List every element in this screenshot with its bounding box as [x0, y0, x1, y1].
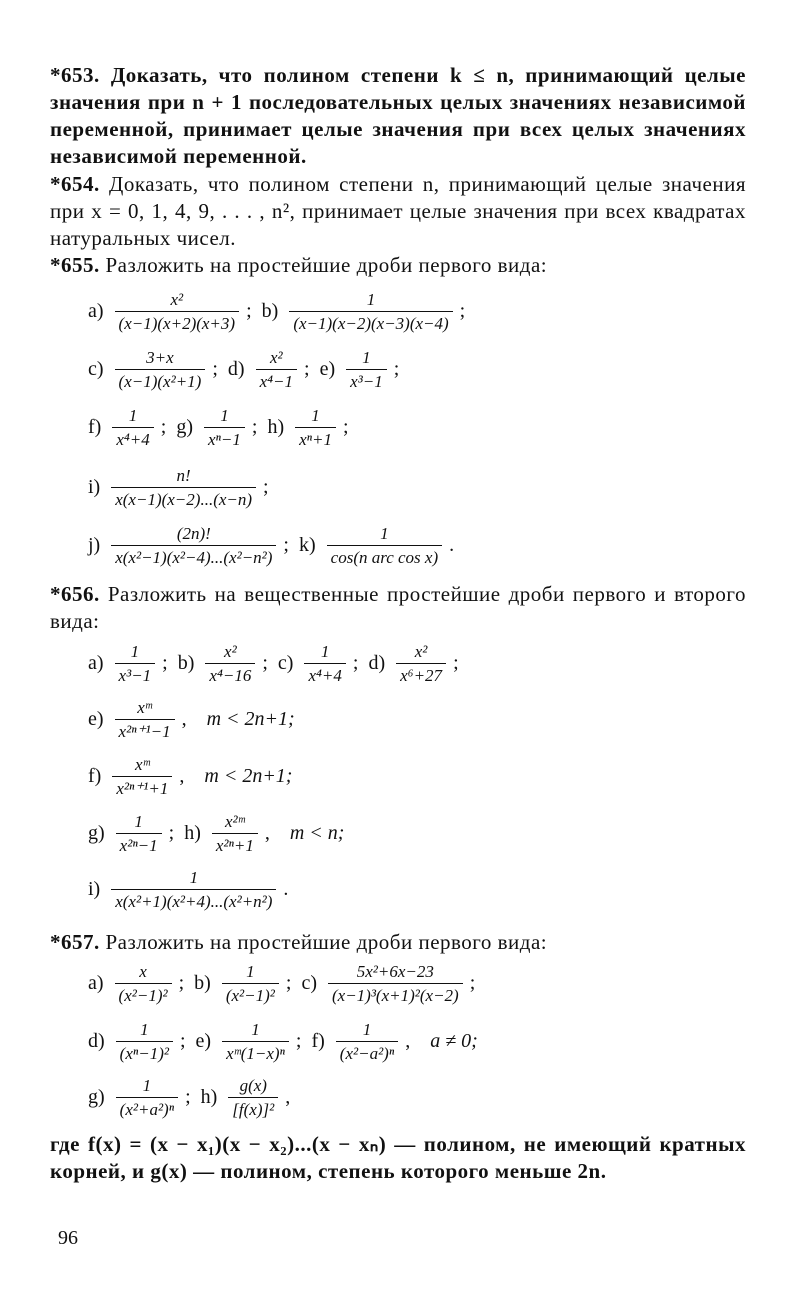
formula-row: a) $\frac{\text{x²}}{(x-1)(x+2)(x+3)}$ ; b) $\frac{1}{(x-1)(x-2)(x-3)(x-4)}$ ; [88, 290, 466, 333]
numerator: 1 [134, 812, 143, 831]
problem-number: *656. [50, 582, 100, 606]
item-label: a) [88, 972, 104, 994]
problem-text: Разложить на вещественные простейшие дроби первого и второго вида: [50, 582, 746, 633]
formula-row: e) $\frac{\text{xᵐ}}{\text{x²ⁿ⁺¹−1}}$ , m < 2n+1; [88, 698, 295, 741]
denominator: x²ⁿ⁺¹−1 [115, 719, 175, 741]
item-label: h) [267, 416, 285, 438]
problem-text: Доказать, что полином степени k ≤ n, принимающий целые значения при n + 1 последовательных целых значениях независимой переменной, принимает целые значения при всех целых значениях независимой переменной. [50, 63, 746, 168]
denominator: x(x−1)(x−2)...(x−n) [111, 487, 256, 509]
denominator: x²ⁿ+1 [212, 833, 258, 855]
denominator: (x²+a²)ⁿ [116, 1097, 178, 1119]
fraction [328, 962, 463, 1005]
denominator: (x²−1)² [115, 983, 172, 1005]
fraction [116, 812, 162, 855]
problem-text: Разложить на простейшие дроби первого вида: [105, 253, 548, 277]
numerator: 1 [128, 406, 138, 425]
fraction [222, 1020, 289, 1063]
fraction [304, 642, 345, 685]
denominator: (xⁿ−1)² [116, 1041, 173, 1063]
denominator: x⁴+4 [304, 663, 345, 685]
problem-text: Доказать, что полином степени n, принимающий целые значения при x = 0, 1, 4, 9, . . . , n², принимает целые значения при всех квадратах натуральных чисел. [50, 172, 746, 250]
fraction [115, 642, 156, 685]
item-label: i) [88, 878, 101, 900]
item-label: h) [184, 822, 201, 844]
problem-number: *655. [50, 253, 100, 277]
numerator: x² [269, 348, 283, 367]
fraction [327, 524, 442, 567]
fraction [115, 348, 206, 391]
item-label: a) [88, 652, 104, 674]
numerator: 1 [220, 406, 229, 425]
formula-row: j) $\frac{(2n)!}{\text{x(x²−1)(x²−4)...(x²−n²)}}$ ; k) $\frac{1}{\text{cos(n arc cos x)}}$ . [88, 524, 455, 567]
fraction [116, 1020, 173, 1063]
fraction [212, 812, 258, 855]
item-label: g) [176, 416, 193, 438]
fraction [346, 348, 387, 391]
item-label: d) [368, 652, 386, 674]
denominator: (x−1)³(x+1)²(x−2) [328, 983, 463, 1005]
fraction [204, 406, 245, 449]
item-label: c) [88, 358, 104, 380]
numerator: 1 [362, 1020, 372, 1039]
problem-number: *657. [50, 930, 100, 954]
denominator: (x−1)(x−2)(x−3)(x−4) [289, 311, 452, 333]
denominator: xᵐ(1−x)ⁿ [222, 1041, 289, 1063]
item-label: g) [88, 822, 105, 844]
page-number: 96 [58, 1227, 78, 1249]
fraction [111, 868, 276, 911]
item-label: f) [311, 1030, 325, 1052]
denominator: x(x²−1)(x²−4)...(x²−n²) [111, 545, 276, 567]
denominator: x⁴+4 [112, 427, 153, 449]
numerator: 1 [246, 962, 255, 981]
numerator: 1 [251, 1020, 260, 1039]
formula-row: c) $\frac{3+x}{\text{(x−1)(x²+1)}}$ ; d) $\frac{\text{x²}}{\text{x⁴−1}}$ ; e) $\frac{1}{\text{x³−1}}$ ; [88, 348, 400, 391]
numerator: (2n)! [176, 524, 211, 543]
item-label: b) [194, 972, 211, 994]
item-label: g) [88, 1086, 105, 1108]
denominator: (x²−1)² [222, 983, 279, 1005]
numerator: 1 [362, 348, 371, 367]
condition: m < 2n+1; [204, 765, 293, 787]
item-label: c) [301, 972, 317, 994]
fraction [295, 406, 336, 449]
item-label: i) [88, 476, 101, 498]
item-label: e) [319, 358, 336, 380]
denominator: (x²−a²)ⁿ [336, 1041, 398, 1063]
numerator: 1 [366, 290, 376, 309]
denominator: x⁴−1 [256, 369, 297, 391]
problem-655 [50, 252, 746, 279]
item-label: b) [177, 652, 195, 674]
footer-paragraph: где f(x) = (x − x₁)(x − x₂)...(x − xₙ) — полином, не имеющий кратных корней, и g(x) — полином, степень которого меньше 2n. [50, 1132, 746, 1183]
item-label: c) [277, 652, 294, 674]
fraction [205, 642, 255, 685]
formula-row: f) $\frac{1}{\text{x⁴+4}}$ ; g) $\frac{1}{\text{xⁿ−1}}$ ; h) $\frac{1}{\text{xⁿ+1}}$ ; [88, 406, 349, 449]
condition: a ≠ 0; [430, 1030, 478, 1052]
item-label: j) [88, 534, 101, 556]
numerator: n! [176, 466, 191, 485]
numerator: xᵐ [135, 755, 150, 774]
condition: m < n; [289, 822, 345, 844]
denominator: (x−1)(x+2)(x+3) [115, 311, 240, 333]
numerator: x²ᵐ [224, 812, 245, 831]
item-label: f) [88, 765, 102, 787]
denominator: x²ⁿ−1 [116, 833, 162, 855]
formula-row: a) $\frac{x}{\text{(x²−1)²}}$ ; b) $\frac{1}{\text{(x²−1)²}}$ ; c) $\frac{\text{5x²+6x−23}}{\text{(x−1)³(x+1)²(x−2)}}$ ; [88, 962, 476, 1005]
denominator: [f(x)]² [228, 1097, 278, 1119]
numerator: 1 [142, 1076, 152, 1095]
denominator: (x−1)(x²+1) [115, 369, 206, 391]
fraction [111, 466, 256, 509]
numerator: 1 [311, 406, 320, 425]
numerator: x² [170, 290, 184, 309]
fraction [116, 1076, 178, 1119]
denominator: x⁶+27 [396, 663, 446, 685]
condition: m < 2n+1; [206, 708, 295, 730]
denominator: cos(n arc cos x) [327, 545, 442, 567]
item-label: e) [195, 1030, 212, 1052]
item-label: a) [88, 300, 104, 322]
fraction [111, 524, 276, 567]
formula-row: i) $\frac{1}{\text{x(x²+1)(x²+4)...(x²+n²)}}$ . [88, 868, 289, 911]
numerator: x² [224, 642, 237, 661]
numerator: 1 [380, 524, 389, 543]
fraction [256, 348, 297, 391]
fraction [115, 698, 175, 741]
formula-row: d) $\frac{1}{\text{(xⁿ−1)²}}$ ; e) $\frac{1}{\text{xᵐ(1−x)ⁿ}}$ ; f) $\frac{1}{\text{(x²−a²)ⁿ}}$ , a ≠ 0; [88, 1020, 478, 1063]
formula-row: a) $\frac{1}{\text{x³−1}}$ ; b) $\frac{\text{x²}}{\text{x⁴−16}}$ ; c) $\frac{1}{\text{x⁴+4}}$ ; d) $\frac{\text{x²}}{\text{x⁶+27}}$ ; [88, 642, 459, 685]
denominator: x⁴−16 [205, 663, 255, 685]
item-label: b) [261, 300, 279, 322]
item-label: h) [200, 1086, 218, 1108]
fraction [289, 290, 452, 333]
denominator: xⁿ−1 [204, 427, 245, 449]
item-label: d) [227, 358, 245, 380]
problem-number: *654. [50, 172, 100, 196]
numerator: 1 [140, 1020, 149, 1039]
numerator: 1 [189, 868, 199, 887]
numerator: 1 [320, 642, 330, 661]
problem-657 [50, 929, 746, 956]
fraction [115, 290, 240, 333]
formula-row: f) $\frac{\text{xᵐ}}{\text{x²ⁿ⁺¹+1}}$ , m < 2n+1; [88, 755, 293, 798]
numerator: 1 [130, 642, 140, 661]
numerator: x [139, 962, 147, 981]
numerator: xᵐ [137, 698, 152, 717]
problem-text: Разложить на простейшие дроби первого вида: [105, 930, 548, 954]
fraction [228, 1076, 278, 1119]
item-label: f) [88, 416, 102, 438]
numerator: 3+x [146, 348, 174, 367]
numerator: 5x²+6x−23 [356, 962, 434, 981]
denominator: x²ⁿ⁺¹+1 [112, 776, 172, 798]
denominator: xⁿ+1 [295, 427, 336, 449]
fraction [222, 962, 279, 1005]
fraction [396, 642, 446, 685]
numerator: x² [414, 642, 428, 661]
fraction [336, 1020, 398, 1063]
fraction [112, 406, 153, 449]
formula-row: i) $\frac{n!}{x(x-1)(x-2)...(x-n)}$ ; [88, 466, 269, 509]
formula-row: g) $\frac{1}{\text{x²ⁿ−1}}$ ; h) $\frac{\text{x²ᵐ}}{\text{x²ⁿ+1}}$ , m < n; [88, 812, 345, 855]
numerator: g(x) [239, 1076, 267, 1095]
fraction [115, 962, 172, 1005]
formula-row: g) $\frac{1}{\text{(x²+a²)ⁿ}}$ ; h) $\frac{g(x)}{\text{[f(x)]²}}$ , [88, 1076, 291, 1119]
item-label: k) [298, 534, 316, 556]
denominator: x³−1 [115, 663, 156, 685]
item-label: d) [88, 1030, 105, 1052]
problem-number: *653. [50, 63, 100, 87]
denominator: x(x²+1)(x²+4)...(x²+n²) [111, 889, 276, 911]
problem-656 [50, 581, 746, 635]
problem-654 [50, 171, 746, 252]
denominator: x³−1 [346, 369, 387, 391]
item-label: e) [88, 708, 104, 730]
problem-653 [50, 62, 746, 170]
fraction [112, 755, 172, 798]
